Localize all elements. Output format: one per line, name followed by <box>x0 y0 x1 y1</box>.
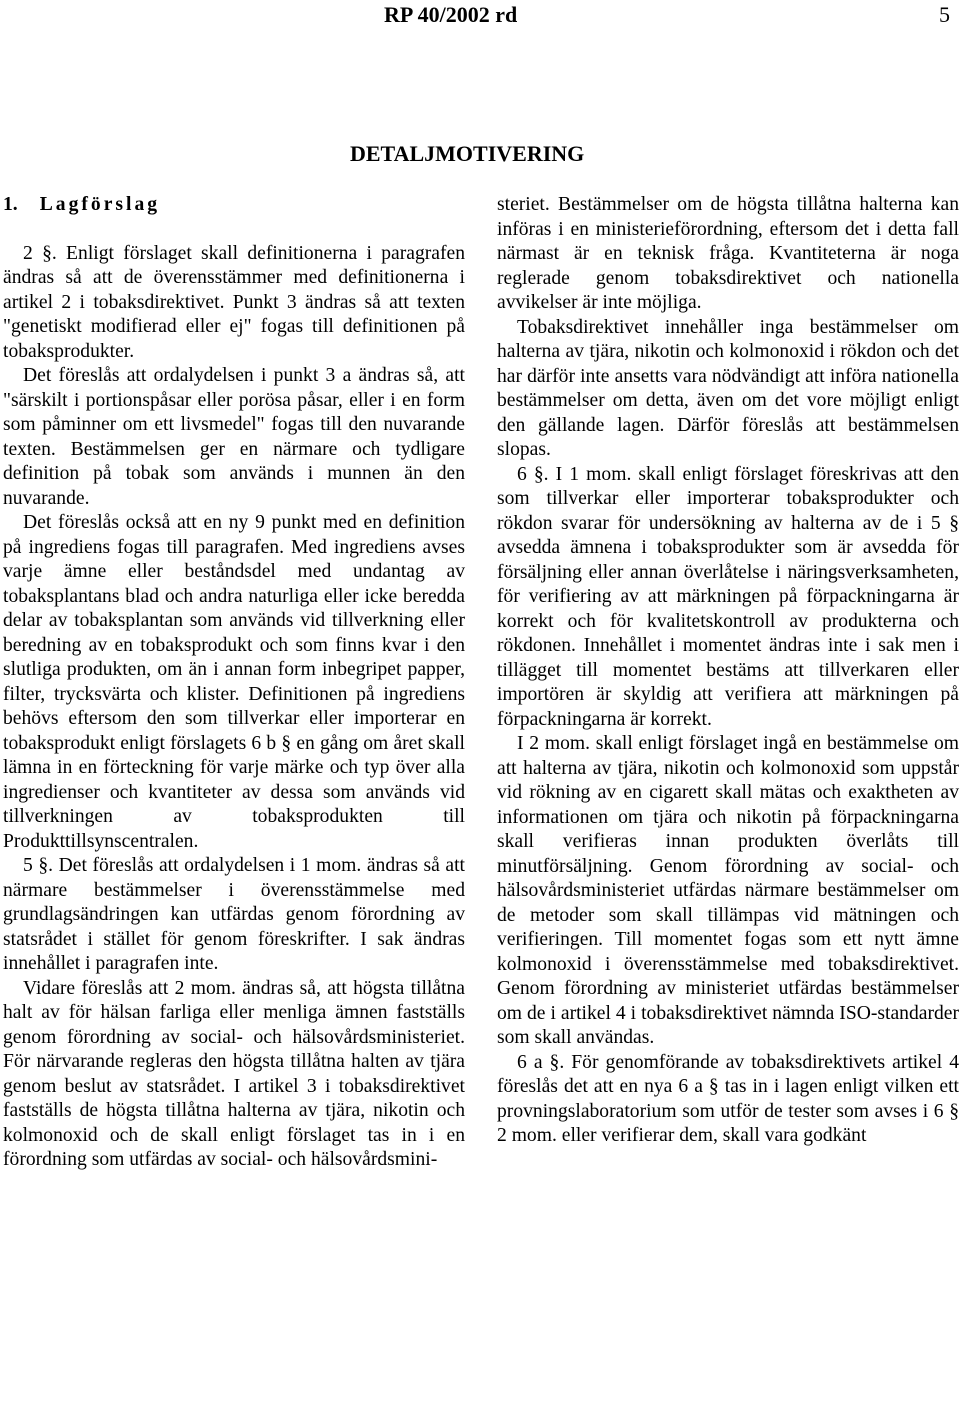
chapter-heading-number: 1. <box>3 194 18 215</box>
paragraph: Tobaksdirektivet innehåller inga bestämmelser om halterna av tjära, nikotin och kolmonoxid i rökdon och det har därför inte ansetts vara nödvändigt att införa nationella bestämmelser om detta, även om det vore möjligt enligt den gällande lagen. Därför föreslås att bestämmelsen slopas. <box>497 316 959 460</box>
paragraph: 6 §. I 1 mom. skall enligt förslaget föreskrivas att den som tillverkar eller importerar tobaksprodukter och rökdon svarar för undersökning av halterna av de i 5 § avsedda ämnena i tobaksprodukter som är avsedda för försäljning eller annan överlåtelse i näringsverksamheten, för verifiering av att märkningen på förpackningarna är korrekt och för kvalitetskontroll av produkterna och rökdonen. Innehållet i momentet ändras inte i sak men i tillägget till momentet bestäms att tillverkaren eller importören är skyldig att verifiera att märkningen på förpackningarna är korrekt. <box>497 463 959 730</box>
chapter-heading <box>3 193 465 218</box>
paragraph: I 2 mom. skall enligt förslaget ingå en bestämmelse om att halterna av tjära, nikotin och kolmonoxid som uppstår vid rökning av en cigarett skall mätas och exaktheten av informationen om tjära och nikotin på förpackningarna skall verifieras innan produkten överlåts till minutförsäljning. Genom förordning av social- och hälsovårdsministeriet utfärdas närmare bestämmelser om de metoder som skall tillämpas vid mätningen och verifieringen. Till momentet fogas som ett nytt ämne kolmonoxid i överensstämmelse med tobaksdirektivet. Genom förordning av ministeriet utfärdas bestämmelser om de i artikel 4 i tobaksdirektivet nämnda ISO-standarder som skall användas. <box>497 733 959 1048</box>
paragraph: 2 §. Enligt förslaget skall definitionerna i paragrafen ändras så att de överensstämmer med definitionerna i artikel 2 i tobaksdirektivet. Punkt 3 ändras så att texten "genetiskt modifierad eller ej" fogas till definitionen på tobaksprodukter. <box>3 242 465 362</box>
paragraph: Det föreslås också att en ny 9 punkt med en definition på ingrediens fogas till paragrafen. Med ingrediens avses varje ämne eller beståndsdel med undantag av tobaksplantans blad och andra naturliga eller icke beredda delar av tobaksplantan som används vid tillverkning eller beredning av en tobaksprodukt och som finns kvar i den slutliga produkten, om än i annan form inbegripet papper, filter, trycksvärta och klister. Definitionen på ingrediens behövs eftersom den som tillverkar eller importerar en tobaksprodukt enligt förslagets 6 b § en gång om året skall lämna in en förteckning för varje märke och typ över alla ingredienser och kvantiteter av dessa som används vid tillverkningen av tobaksprodukten till Produkttillsynscentralen. <box>3 512 465 852</box>
paragraph: Vidare föreslås att 2 mom. ändras så, att högsta tillåtna halt av för hälsan farliga eller menliga ämnen fastställs genom förordning av social- och hälsovårdsministeriet. För närvarande regleras den högsta tillåtna halten av tjära genom beslut av statsrådet. I artikel 3 i tobaksdirektivet fastställs de högsta tillåtna halterna av tjära, nikotin och kolmonoxid och de skall enligt förslaget tas in i en förordning som utfärdas av social- och hälsovårdsmini- <box>3 977 465 1170</box>
chapter-heading-text: Lagförslag <box>39 194 161 215</box>
paragraph: 5 §. Det föreslås att ordalydelsen i 1 mom. ändras så att närmare bestämmelser i överensstämmelse med grundlagsändringen kan utfärdas genom förordning av statsrådet i stället för genom föreskrifter. I sak ändras innehållet i paragrafen inte. <box>3 855 465 974</box>
right-column <box>497 193 959 1149</box>
paragraph: 6 a §. För genomförande av tobaksdirektivets artikel 4 föreslås det att en nya 6 a § tas in i lagen enligt vilken ett provningslaboratorium som utför de tester som avses i 6 § 2 mom. eller verifierar dem, skall vara godkänt <box>497 1051 959 1146</box>
left-column <box>3 193 465 1173</box>
page-header <box>0 0 960 30</box>
document-id: RP 40/2002 rd <box>384 2 518 27</box>
page-number: 5 <box>939 2 950 27</box>
paragraph: steriet. Bestämmelser om de högsta tillåtna halterna kan införas i en ministerieförordning, eftersom det i detta fall närmast är en teknisk fråga. Kvantiteterna är noga reglerade genom tobaksdirektivet och nationella avvikelser är inte möjliga. <box>497 194 959 313</box>
paragraph: Det föreslås att ordalydelsen i punkt 3 a ändras så, att "särskilt i portionspåsar eller porösa påsar, eller i en form som påminner om ett livsmedel" fogas till den nuvarande texten. Bestämmelsen ger en närmare och tydligare definition på tobak som används i munnen än den nuvarande. <box>3 365 465 509</box>
section-title: DETALJMOTIVERING <box>350 141 585 166</box>
